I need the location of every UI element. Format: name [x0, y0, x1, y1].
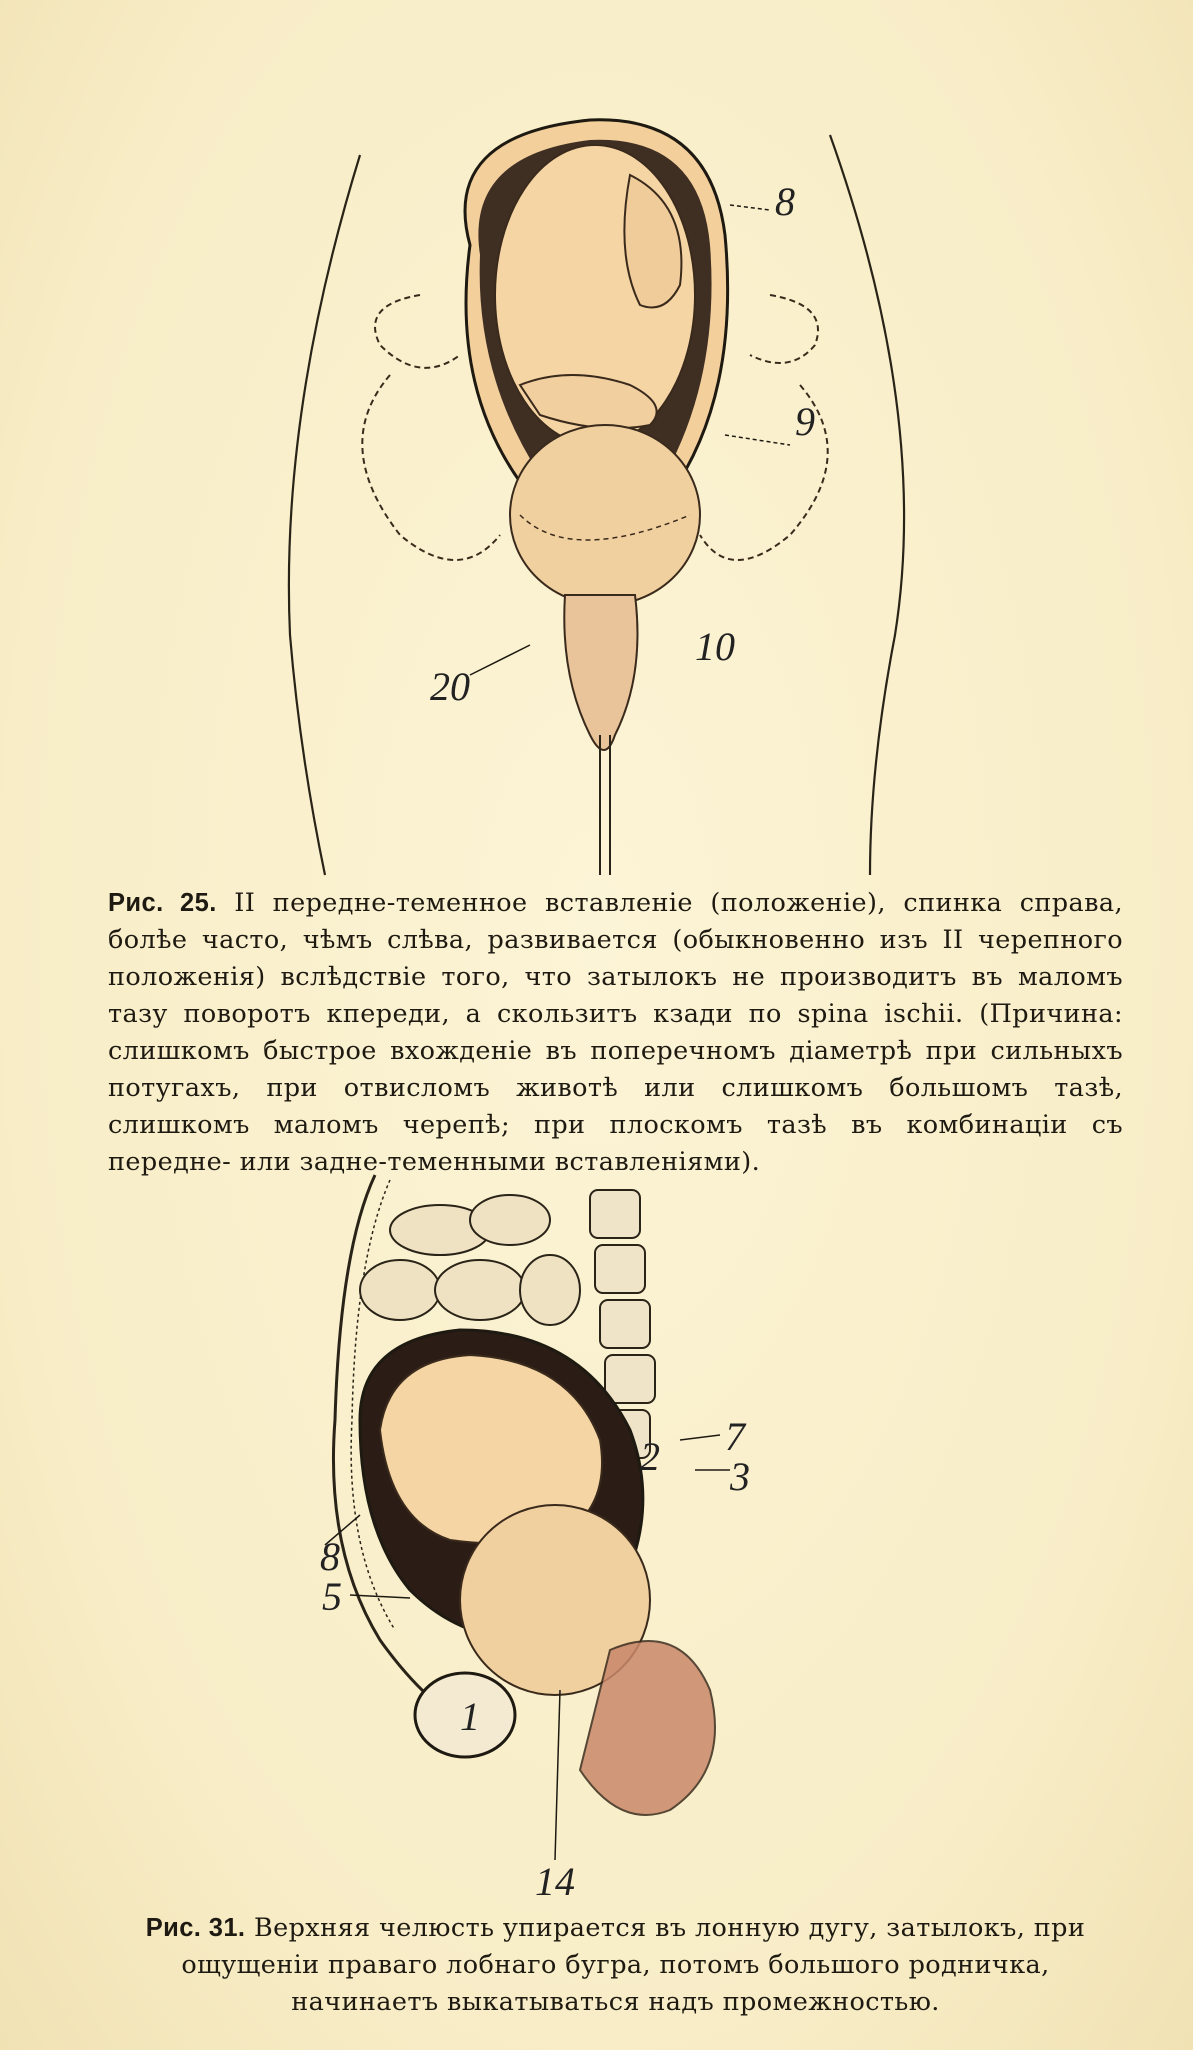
figure-25-number: Рис. 25.	[108, 889, 217, 917]
figure-25-caption	[108, 885, 1123, 1181]
figure-31-caption-text: Верхняя челюсть упирается въ лонную дугу, затылокъ, при ощущеніи праваго лобнаго бугра, потомъ большого родничка, начинаетъ выкатываться надъ промежностью.	[181, 1913, 1086, 2017]
fig31-label-14: 14	[535, 1859, 575, 1904]
fig31-label-3: 3	[730, 1454, 750, 1499]
fig31-label-7: 7	[725, 1414, 745, 1459]
fig25-label-20: 20	[430, 664, 470, 709]
figure-25-drawing	[270, 115, 930, 880]
fig25-label-9: 9	[795, 399, 815, 444]
fig31-label-1: 1	[460, 1694, 480, 1739]
fig31-label-5: 5	[322, 1574, 342, 1619]
figure-31-caption	[108, 1910, 1123, 2021]
fig25-label-8: 8	[775, 179, 795, 224]
figure-31-illustration	[320, 1170, 880, 1905]
fig25-label-10: 10	[695, 624, 735, 669]
figure-31-drawing	[320, 1170, 880, 1905]
figure-25-illustration	[270, 115, 930, 880]
figure-25-caption-text: II передне-теменное вставленіе (положеніе), спинка справа, болѣе часто, чѣмъ слѣва, развивается (обыкновенно изъ II черепного положенія) вслѣдствіе того, что затылокъ не производитъ въ маломъ тазу поворотъ кпереди, а скользитъ кзади по spina ischii. (Причина: слишкомъ быстрое вхожденіе въ поперечномъ діаметрѣ при сильныхъ потугахъ, при отвисломъ животѣ или слишкомъ большомъ тазѣ, слишкомъ маломъ черепѣ; при плоскомъ тазѣ въ комбинаціи съ передне- или задне-теменными вставленіями).	[108, 888, 1123, 1177]
figure-31-number: Рис. 31.	[145, 1914, 246, 1942]
fig31-label-8: 8	[320, 1534, 340, 1579]
fig31-label-2: 2	[640, 1434, 660, 1479]
